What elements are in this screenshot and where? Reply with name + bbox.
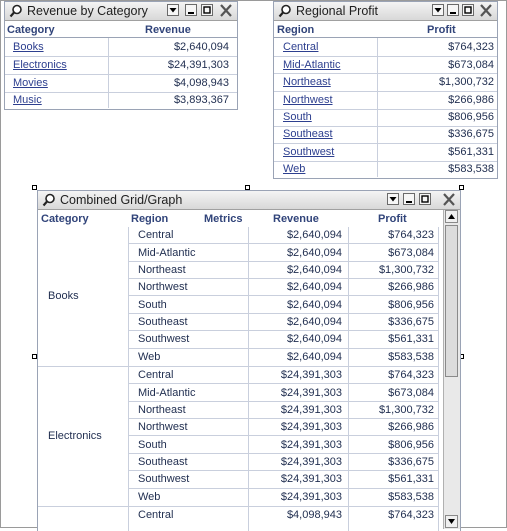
region-cell: Northwest [138, 421, 188, 433]
column-header-metrics[interactable]: Metrics [204, 213, 243, 225]
column-divider [438, 227, 439, 531]
row-divider [128, 261, 438, 262]
group-divider [38, 506, 438, 507]
category-link[interactable]: Electronics [13, 59, 67, 71]
profit-cell: $764,323 [388, 369, 434, 381]
panel-title: Combined Grid/Graph [60, 193, 183, 207]
region-link[interactable]: South [283, 111, 312, 123]
region-cell: Northeast [138, 264, 186, 276]
revenue-cell: $2,640,094 [286, 247, 342, 259]
header-divider [274, 37, 497, 38]
revenue-cell: $24,391,303 [280, 404, 342, 416]
region-cell: Mid-Atlantic [138, 387, 196, 399]
row-divider [128, 401, 438, 402]
dropdown-menu-icon[interactable] [387, 193, 399, 205]
revenue-cell: $2,640,094 [286, 264, 342, 276]
region-cell: Central [138, 509, 174, 521]
row-divider [128, 243, 438, 244]
region-cell: Southwest [138, 473, 190, 485]
panel-title: Revenue by Category [27, 4, 148, 18]
region-link[interactable]: Southeast [283, 128, 333, 140]
magnifier-icon [278, 4, 292, 18]
header-divider [5, 37, 237, 38]
maximize-icon[interactable] [419, 193, 431, 205]
profit-value: $561,331 [448, 146, 494, 158]
region-link[interactable]: Central [283, 41, 319, 53]
profit-cell: $806,956 [388, 439, 434, 451]
revenue-value: $3,893,367 [173, 94, 229, 106]
row-divider [128, 435, 438, 436]
dropdown-menu-icon[interactable] [432, 4, 444, 16]
profit-value: $764,323 [448, 41, 494, 53]
column-divider [248, 227, 249, 531]
revenue-cell: $24,391,303 [280, 387, 342, 399]
row-divider [274, 161, 497, 162]
panel-titlebar[interactable] [5, 2, 237, 21]
row-divider [5, 56, 237, 57]
column-divider [377, 38, 378, 177]
row-divider [128, 470, 438, 471]
revenue-cell: $2,640,094 [286, 281, 342, 293]
panel-titlebar[interactable] [38, 191, 460, 210]
region-cell: Web [138, 491, 161, 503]
category-label: Books [48, 290, 79, 302]
regional-profit-panel [273, 1, 498, 179]
profit-value: $1,300,732 [438, 76, 494, 88]
row-divider [274, 56, 497, 57]
column-divider [348, 227, 349, 531]
combined-grid-graph-panel [37, 190, 461, 531]
row-divider [128, 488, 438, 489]
profit-cell: $673,084 [388, 247, 434, 259]
row-divider [128, 278, 438, 279]
region-cell: Northeast [138, 404, 186, 416]
revenue-value: $24,391,303 [167, 59, 229, 71]
row-divider [274, 126, 497, 127]
profit-cell: $583,538 [388, 491, 434, 503]
region-cell: Southwest [138, 333, 190, 345]
row-divider [274, 143, 497, 144]
revenue-value: $4,098,943 [173, 77, 229, 89]
category-link[interactable]: Movies [13, 77, 48, 89]
revenue-cell: $24,391,303 [280, 369, 342, 381]
region-cell: Southeast [138, 456, 188, 468]
minimize-icon[interactable] [185, 4, 197, 16]
row-divider [128, 383, 438, 384]
profit-value: $806,956 [448, 111, 494, 123]
column-divider [108, 38, 109, 108]
maximize-icon[interactable] [201, 4, 213, 16]
row-divider [128, 330, 438, 331]
column-header-profit[interactable]: Profit [378, 213, 407, 225]
profit-cell: $1,300,732 [378, 404, 434, 416]
revenue-cell: $24,391,303 [280, 421, 342, 433]
revenue-cell: $2,640,094 [286, 351, 342, 363]
profit-cell: $764,323 [388, 509, 434, 521]
scroll-up-arrow[interactable] [445, 210, 458, 223]
profit-cell: $266,986 [388, 421, 434, 433]
minimize-icon[interactable] [447, 4, 459, 16]
region-cell: Southeast [138, 316, 188, 328]
region-cell: South [138, 299, 167, 311]
profit-cell: $561,331 [388, 333, 434, 345]
profit-cell: $336,675 [388, 456, 434, 468]
column-header-revenue[interactable]: Revenue [273, 213, 319, 225]
region-cell: South [138, 439, 167, 451]
scroll-thumb[interactable] [445, 225, 458, 377]
region-link[interactable]: Mid-Atlantic [283, 59, 341, 71]
profit-cell: $561,331 [388, 473, 434, 485]
profit-cell: $336,675 [388, 316, 434, 328]
revenue-cell: $24,391,303 [280, 456, 342, 468]
profit-cell: $673,084 [388, 387, 434, 399]
vertical-scrollbar[interactable] [443, 210, 460, 529]
maximize-icon[interactable] [462, 4, 474, 16]
profit-value: $673,084 [448, 59, 494, 71]
region-cell: Central [138, 229, 174, 241]
panel-title: Regional Profit [296, 4, 378, 18]
category-link[interactable]: Books [13, 41, 44, 53]
region-cell: Mid-Atlantic [138, 247, 196, 259]
revenue-cell: $24,391,303 [280, 439, 342, 451]
row-divider [5, 92, 237, 93]
minimize-icon[interactable] [403, 193, 415, 205]
revenue-cell: $24,391,303 [280, 491, 342, 503]
category-label: Electronics [48, 430, 102, 442]
profit-cell: $1,300,732 [378, 264, 434, 276]
profit-cell: $266,986 [388, 281, 434, 293]
revenue-cell: $2,640,094 [286, 229, 342, 241]
column-header-category[interactable]: Category [7, 24, 55, 36]
close-icon[interactable] [219, 3, 233, 18]
revenue-cell: $24,391,303 [280, 473, 342, 485]
region-cell: Web [138, 351, 161, 363]
column-header-region[interactable]: Region [277, 24, 315, 36]
column-divider [128, 227, 129, 531]
region-cell: Central [138, 369, 174, 381]
profit-value: $266,986 [448, 94, 494, 106]
profit-cell: $806,956 [388, 299, 434, 311]
group-divider [38, 366, 438, 367]
row-divider [128, 453, 438, 454]
category-link[interactable]: Music [13, 94, 42, 106]
column-header-revenue[interactable]: Revenue [145, 24, 191, 36]
region-cell: Northwest [138, 281, 188, 293]
column-header-category[interactable]: Category [41, 213, 89, 225]
revenue-cell: $2,640,094 [286, 316, 342, 328]
region-link[interactable]: Northeast [283, 76, 331, 88]
revenue-cell: $2,640,094 [286, 299, 342, 311]
close-icon[interactable] [479, 3, 493, 18]
row-divider [5, 74, 237, 75]
row-divider [128, 418, 438, 419]
row-divider [274, 73, 497, 74]
row-divider [274, 109, 497, 110]
profit-cell: $764,323 [388, 229, 434, 241]
row-divider [274, 91, 497, 92]
panel-titlebar[interactable] [274, 2, 497, 21]
revenue-value: $2,640,094 [173, 41, 229, 53]
dropdown-menu-icon[interactable] [167, 4, 179, 16]
region-link[interactable]: Southwest [283, 146, 335, 158]
profit-value: $583,538 [448, 163, 494, 175]
column-header-region[interactable]: Region [131, 213, 169, 225]
row-divider [128, 295, 438, 296]
region-link[interactable]: Northwest [283, 94, 333, 106]
scroll-down-arrow[interactable] [445, 515, 458, 528]
region-link[interactable]: Web [283, 163, 306, 175]
row-divider [128, 313, 438, 314]
row-divider [128, 348, 438, 349]
profit-value: $336,675 [448, 128, 494, 140]
revenue-cell: $4,098,943 [286, 509, 342, 521]
column-header-profit[interactable]: Profit [427, 24, 456, 36]
revenue-by-category-panel [4, 1, 238, 110]
revenue-cell: $2,640,094 [286, 333, 342, 345]
magnifier-icon [9, 4, 23, 18]
close-icon[interactable] [442, 192, 456, 207]
magnifier-icon [42, 193, 56, 207]
profit-cell: $583,538 [388, 351, 434, 363]
